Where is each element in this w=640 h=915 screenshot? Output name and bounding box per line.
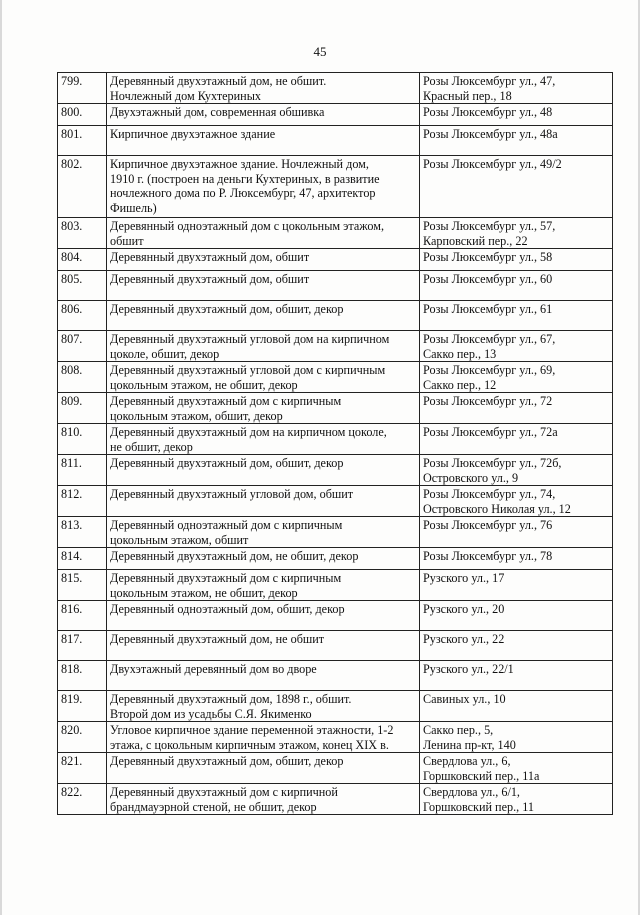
table-row: [58, 661, 613, 691]
description-line: цоколе, обшит, декор: [110, 346, 220, 361]
table-row: [58, 156, 613, 218]
table-row: [58, 784, 613, 815]
description-line: Деревянный двухэтажный дом, не обшит, декор: [110, 549, 359, 563]
description-line: Деревянный двухэтажный угловой дом на кирпичном: [110, 332, 390, 346]
address-line: Розы Люксембург ул., 48: [423, 105, 553, 119]
description-line: 1910 г. (построен на деньги Кухтериных, в развитие: [110, 171, 380, 186]
address-line: Розы Люксембург ул., 48а: [423, 127, 558, 141]
row-number: 821.: [58, 753, 107, 784]
row-address: [420, 301, 613, 331]
table-row: [58, 249, 613, 271]
row-number: 817.: [58, 631, 107, 661]
row-number: 801.: [58, 126, 107, 156]
description-line: Кирпичное двухэтажное здание. Ночлежный дом,: [110, 157, 369, 171]
row-description: [107, 722, 420, 753]
description-line: Деревянный одноэтажный дом с кирпичным: [110, 518, 343, 532]
table-row: [58, 104, 613, 126]
description-line: Деревянный двухэтажный дом с кирпичной: [110, 785, 338, 799]
address-line: Горшковский пер., 11а: [423, 768, 540, 783]
description-line: Деревянный одноэтажный дом, обшит, декор: [110, 602, 345, 616]
address-line: Розы Люксембург ул., 76: [423, 518, 553, 532]
description-line: ночлежного дома по Р. Люксембург, 47, архитектор: [110, 186, 376, 200]
row-description: [107, 784, 420, 815]
description-line: Второй дом из усадьбы С.Я. Якименко: [110, 706, 312, 721]
row-number: 809.: [58, 393, 107, 424]
row-description: [107, 601, 420, 631]
row-description: [107, 331, 420, 362]
row-address: [420, 691, 613, 722]
address-line: Сакко пер., 12: [423, 377, 497, 392]
table-row: [58, 722, 613, 753]
description-line: Деревянный двухэтажный дом, не обшит: [110, 632, 325, 646]
row-number: 814.: [58, 548, 107, 570]
address-line: Розы Люксембург ул., 72б,: [423, 456, 562, 470]
row-number: 804.: [58, 249, 107, 271]
address-line: Сакко пер., 13: [423, 346, 497, 361]
description-line: Фишель): [110, 200, 157, 215]
row-description: [107, 271, 420, 301]
row-address: [420, 249, 613, 271]
row-number: 822.: [58, 784, 107, 815]
row-description: [107, 362, 420, 393]
row-description: [107, 156, 420, 218]
row-number: 818.: [58, 661, 107, 691]
row-number: 807.: [58, 331, 107, 362]
address-line: Карповский пер., 22: [423, 233, 528, 248]
row-address: [420, 601, 613, 631]
row-address: [420, 486, 613, 517]
description-line: Деревянный двухэтажный угловой дом, обшит: [110, 487, 354, 501]
description-line: Деревянный двухэтажный дом, не обшит.: [110, 74, 327, 88]
row-number: 811.: [58, 455, 107, 486]
description-line: цокольным этажом, обшит, декор: [110, 408, 283, 423]
row-address: [420, 722, 613, 753]
row-description: [107, 691, 420, 722]
description-line: Деревянный двухэтажный дом, обшит: [110, 250, 310, 264]
table-row: [58, 631, 613, 661]
row-number: 799.: [58, 73, 107, 104]
table-row: [58, 393, 613, 424]
row-address: [420, 104, 613, 126]
table-row: [58, 601, 613, 631]
description-line: Деревянный двухэтажный дом, обшит, декор: [110, 754, 344, 768]
registry-table: [57, 72, 613, 815]
address-line: Розы Люксембург ул., 72а: [423, 425, 558, 439]
row-description: [107, 661, 420, 691]
row-description: [107, 631, 420, 661]
description-line: Кирпичное двухэтажное здание: [110, 127, 276, 141]
page-number: 45: [313, 44, 327, 59]
description-line: Деревянный двухэтажный дом на кирпичном цоколе,: [110, 425, 387, 439]
row-address: [420, 631, 613, 661]
row-number: 800.: [58, 104, 107, 126]
row-address: [420, 393, 613, 424]
address-line: Красный пер., 18: [423, 88, 512, 103]
table-row: [58, 218, 613, 249]
address-line: Розы Люксембург ул., 69,: [423, 363, 556, 377]
row-description: [107, 249, 420, 271]
table-row: [58, 486, 613, 517]
address-line: Розы Люксембург ул., 58: [423, 250, 553, 264]
table-row: [58, 691, 613, 722]
row-description: [107, 517, 420, 548]
address-line: Свердлова ул., 6/1,: [423, 785, 520, 799]
table-row: [58, 271, 613, 301]
row-number: 806.: [58, 301, 107, 331]
table-row: [58, 570, 613, 601]
description-line: Деревянный двухэтажный дом, обшит, декор: [110, 456, 344, 470]
row-description: [107, 455, 420, 486]
table-row: [58, 517, 613, 548]
description-line: Двухэтажный деревянный дом во дворе: [110, 662, 317, 676]
row-number: 815.: [58, 570, 107, 601]
address-line: Горшковский пер., 11: [423, 799, 534, 814]
row-number: 820.: [58, 722, 107, 753]
row-description: [107, 570, 420, 601]
address-line: Рузского ул., 22: [423, 632, 505, 646]
row-address: [420, 517, 613, 548]
address-line: Розы Люксембург ул., 60: [423, 272, 553, 286]
address-line: Савиных ул., 10: [423, 692, 506, 706]
row-address: [420, 362, 613, 393]
description-line: Угловое кирпичное здание переменной этажности, 1-2: [110, 723, 394, 737]
table-row: [58, 301, 613, 331]
row-description: [107, 301, 420, 331]
row-description: [107, 424, 420, 455]
description-line: брандмауэрной стеной, не обшит, декор: [110, 799, 317, 814]
row-number: 819.: [58, 691, 107, 722]
row-number: 803.: [58, 218, 107, 249]
row-number: 813.: [58, 517, 107, 548]
row-address: [420, 218, 613, 249]
address-line: Розы Люксембург ул., 49/2: [423, 157, 562, 171]
table-row: [58, 753, 613, 784]
table-row: [58, 362, 613, 393]
row-description: [107, 73, 420, 104]
page-edge-left: [0, 0, 2, 915]
address-line: Островского ул., 9: [423, 470, 519, 485]
row-description: [107, 486, 420, 517]
row-description: [107, 126, 420, 156]
description-line: Деревянный двухэтажный дом, 1898 г., обшит.: [110, 692, 352, 706]
description-line: Деревянный одноэтажный дом с цокольным этажом,: [110, 219, 384, 233]
row-address: [420, 156, 613, 218]
address-line: Сакко пер., 5,: [423, 723, 494, 737]
address-line: Островского Николая ул., 12: [423, 501, 571, 516]
address-line: Розы Люксембург ул., 47,: [423, 74, 556, 88]
address-line: Рузского ул., 20: [423, 602, 505, 616]
address-line: Розы Люксембург ул., 74,: [423, 487, 556, 501]
row-number: 802.: [58, 156, 107, 218]
address-line: Рузского ул., 22/1: [423, 662, 514, 676]
description-line: Деревянный двухэтажный угловой дом с кирпичным: [110, 363, 386, 377]
registry-table-body: [58, 73, 613, 815]
description-line: Двухэтажный дом, современная обшивка: [110, 105, 325, 119]
address-line: Розы Люксембург ул., 78: [423, 549, 553, 563]
row-address: [420, 331, 613, 362]
description-line: Деревянный двухэтажный дом, обшит: [110, 272, 310, 286]
row-address: [420, 73, 613, 104]
row-address: [420, 548, 613, 570]
description-line: Деревянный двухэтажный дом с кирпичным: [110, 571, 342, 585]
description-line: цокольным этажом, обшит: [110, 532, 249, 547]
row-description: [107, 104, 420, 126]
address-line: Розы Люксембург ул., 61: [423, 302, 553, 316]
table-row: [58, 331, 613, 362]
address-line: Свердлова ул., 6,: [423, 754, 511, 768]
table-row: [58, 424, 613, 455]
row-address: [420, 271, 613, 301]
description-line: обшит: [110, 233, 144, 248]
description-line: Деревянный двухэтажный дом с кирпичным: [110, 394, 342, 408]
row-address: [420, 661, 613, 691]
row-address: [420, 570, 613, 601]
table-row: [58, 548, 613, 570]
row-address: [420, 424, 613, 455]
description-line: не обшит, декор: [110, 439, 193, 454]
address-line: Розы Люксембург ул., 67,: [423, 332, 556, 346]
address-line: Рузского ул., 17: [423, 571, 505, 585]
row-number: 812.: [58, 486, 107, 517]
row-description: [107, 393, 420, 424]
row-description: [107, 548, 420, 570]
address-line: Ленина пр-кт, 140: [423, 737, 516, 752]
description-line: цокольным этажом, не обшит, декор: [110, 377, 298, 392]
description-line: Ночлежный дом Кухтериных: [110, 88, 261, 103]
row-address: [420, 784, 613, 815]
row-number: 808.: [58, 362, 107, 393]
description-line: Деревянный двухэтажный дом, обшит, декор: [110, 302, 344, 316]
row-number: 816.: [58, 601, 107, 631]
description-line: цокольным этажом, не обшит, декор: [110, 585, 298, 600]
address-line: Розы Люксембург ул., 57,: [423, 219, 556, 233]
row-description: [107, 753, 420, 784]
row-description: [107, 218, 420, 249]
row-address: [420, 455, 613, 486]
row-address: [420, 126, 613, 156]
row-number: 810.: [58, 424, 107, 455]
row-number: 805.: [58, 271, 107, 301]
table-row: [58, 455, 613, 486]
address-line: Розы Люксембург ул., 72: [423, 394, 553, 408]
table-row: [58, 126, 613, 156]
table-row: [58, 73, 613, 104]
row-address: [420, 753, 613, 784]
description-line: этажа, с цокольным кирпичным этажом, конец XIX в.: [110, 737, 389, 752]
